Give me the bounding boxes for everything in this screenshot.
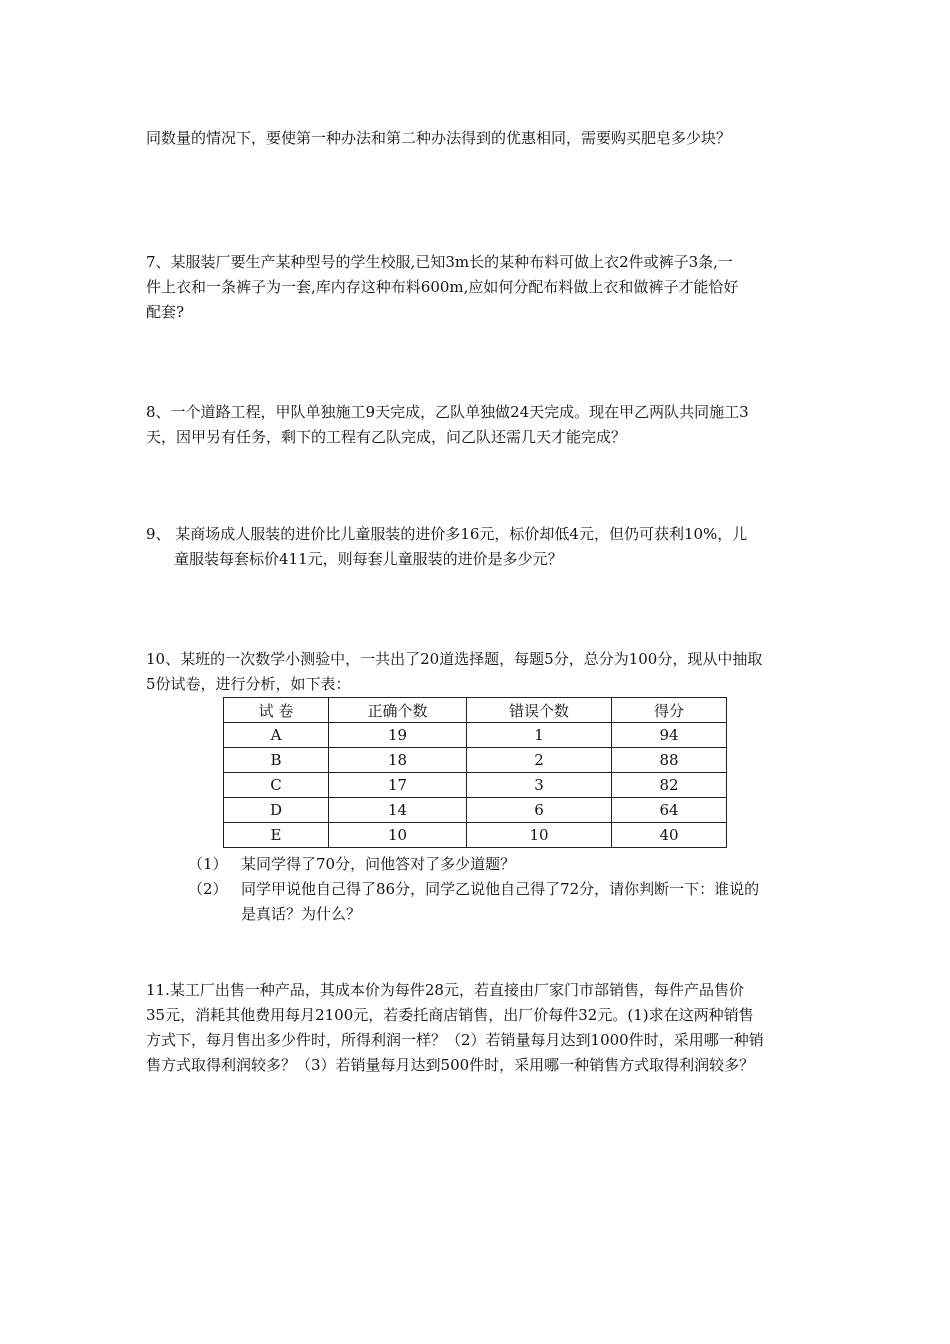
table-cell: 6 [467, 798, 612, 823]
table-header-cell: 试 卷 [224, 698, 329, 723]
table-cell: D [224, 798, 329, 823]
q8-line-1: 8、一个道路工程，甲队单独施工9天完成，乙队单独做24天完成。现在甲乙两队共同施工3 [146, 403, 749, 421]
question-10 [146, 647, 808, 697]
q11-line-4: 售方式取得利润较多？（3）若销量每月达到500件时，采用哪一种销售方式取得利润较多？ [146, 1056, 755, 1074]
q10-sub1-text: 某同学得了70分，问他答对了多少道题？ [241, 855, 516, 873]
table-cell: E [224, 823, 329, 848]
table-cell: 3 [467, 773, 612, 798]
table-cell: 10 [329, 823, 467, 848]
table-cell: 10 [467, 823, 612, 848]
table-row [224, 798, 727, 823]
table-cell: 40 [612, 823, 727, 848]
table-cell: 2 [467, 748, 612, 773]
table-cell: 17 [329, 773, 467, 798]
q7-line-1: 7、某服装厂要生产某种型号的学生校服,已知3m长的某种布料可做上衣2件或裤子3条,一 [146, 253, 733, 271]
q10-sub1-number: （1） [188, 855, 228, 873]
q7-line-3: 配套? [146, 303, 185, 321]
question-7 [146, 250, 808, 325]
table-row [224, 773, 727, 798]
table-row [224, 723, 727, 748]
q6-line: 同数量的情况下，要使第一种办法和第二种办法得到的优惠相同，需要购买肥皂多少块？ [146, 129, 732, 147]
table-cell: 88 [612, 748, 727, 773]
question-9 [146, 522, 808, 572]
table-cell: 1 [467, 723, 612, 748]
q9-line-2: 童服装每套标价411元，则每套儿童服装的进价是多少元？ [174, 550, 563, 568]
q10-sub2-number: （2） [188, 880, 228, 898]
table-cell: B [224, 748, 329, 773]
q8-line-2: 天，因甲另有任务，剩下的工程有乙队完成，问乙队还需几天才能完成？ [146, 428, 627, 446]
q10-sub2-line-1: 同学甲说他自己得了86分，同学乙说他自己得了72分，请你判断一下：谁说的 [241, 880, 760, 898]
table-cell: 19 [329, 723, 467, 748]
table-cell: 14 [329, 798, 467, 823]
q9-line-1: 9、 某商场成人服装的进价比儿童服装的进价多16元，标价却低4元，但仍可获利10%，儿 [146, 525, 748, 543]
q7-line-2: 件上衣和一条裤子为一套,库内存这种布料600m,应如何分配布料做上衣和做裤子才能恰好 [146, 278, 739, 296]
table-header-cell: 正确个数 [329, 698, 467, 723]
question-8 [146, 400, 808, 450]
table-row [224, 823, 727, 848]
table-cell: 82 [612, 773, 727, 798]
q10-sub2-line-2: 是真话？为什么？ [241, 905, 362, 923]
table-cell: 64 [612, 798, 727, 823]
q11-line-2: 35元，消耗其他费用每月2100元，若委托商店销售，出厂价每件32元。(1)求在这两种销售 [146, 1006, 754, 1024]
table-header-cell: 错误个数 [467, 698, 612, 723]
table-row [224, 748, 727, 773]
table-header-row [224, 698, 727, 723]
score-table [223, 697, 727, 848]
q11-line-3: 方式下，每月售出多少件时，所得利润一样？（2）若销量每月达到1000件时，采用哪一种销 [146, 1031, 764, 1049]
table-cell: 18 [329, 748, 467, 773]
q11-line-1: 11.某工厂出售一种产品，其成本价为每件28元，若直接由厂家门市部销售，每件产品售价 [146, 981, 744, 999]
table-header-cell: 得分 [612, 698, 727, 723]
table-cell: A [224, 723, 329, 748]
q10-line-2: 5份试卷，进行分析，如下表： [146, 675, 351, 693]
q10-sub2-text [241, 877, 811, 927]
table-cell: 94 [612, 723, 727, 748]
question-11 [146, 978, 808, 1078]
q10-line-1: 10、某班的一次数学小测验中，一共出了20道选择题，每题5分，总分为100分，现从中抽取 [146, 650, 763, 668]
table-cell: C [224, 773, 329, 798]
question-6-continuation [146, 126, 808, 151]
